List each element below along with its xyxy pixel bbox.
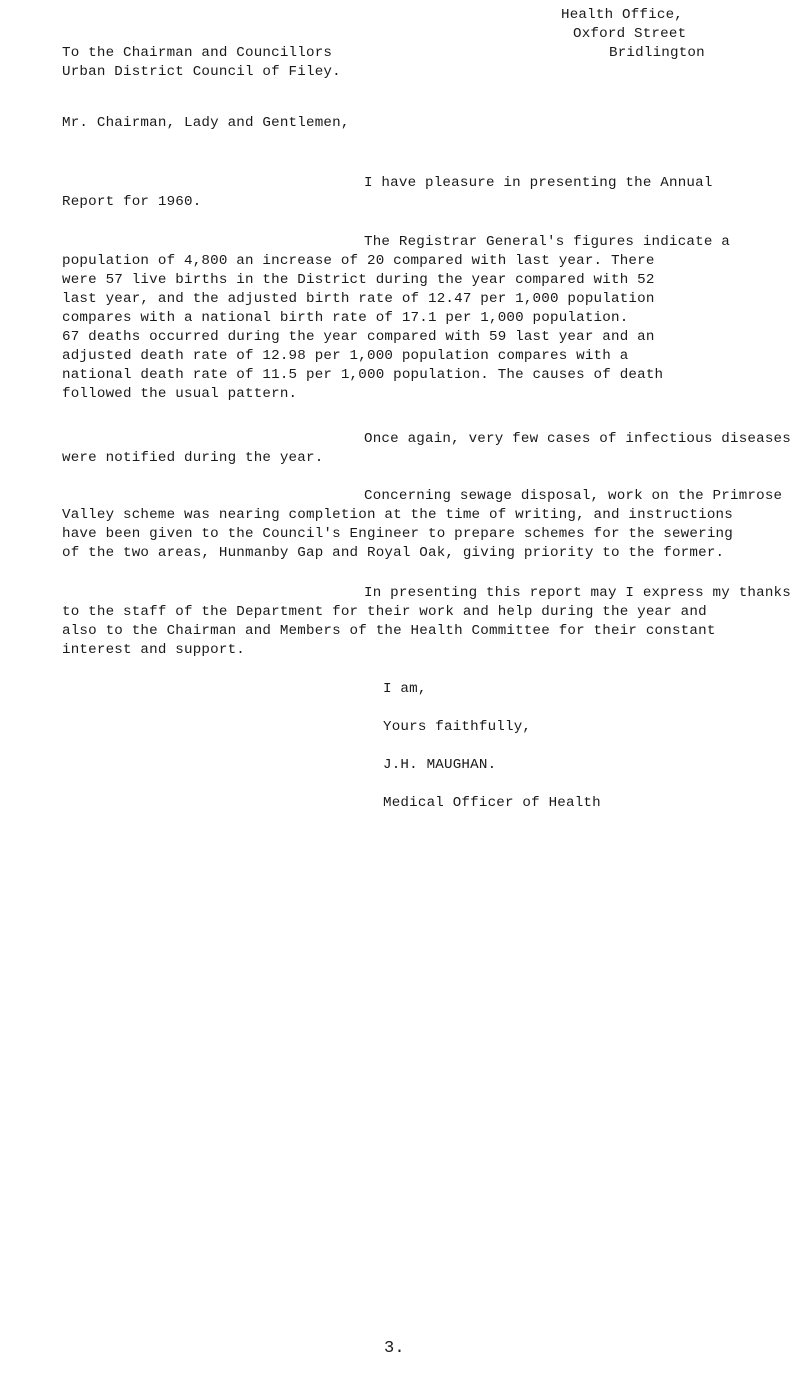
paragraph-intro	[62, 174, 713, 212]
paragraph-line: Valley scheme was nearing completion at the time of writing, and instructions	[62, 507, 733, 523]
closing-yours-faithfully: Yours faithfully,	[383, 719, 532, 735]
recipient-line: To the Chairman and Councillors	[62, 45, 333, 61]
paragraph-line: Once again, very few cases of infectious diseases	[364, 431, 791, 447]
recipient-line: Urban District Council of Filey.	[62, 64, 341, 80]
salutation: Mr. Chairman, Lady and Gentlemen,	[62, 115, 350, 131]
paragraph-line: Concerning sewage disposal, work on the Primrose	[364, 488, 783, 504]
paragraph-sewage	[62, 487, 782, 563]
sender-address	[561, 6, 705, 63]
paragraph-line: were notified during the year.	[62, 450, 324, 466]
paragraph-line: In presenting this report may I express my thanks	[364, 585, 791, 601]
recipient-block	[62, 44, 341, 82]
signature-name: J.H. MAUGHAN.	[383, 757, 497, 773]
paragraph-line: adjusted death rate of 12.98 per 1,000 population compares with a	[62, 348, 629, 364]
paragraph-line: to the staff of the Department for their work and help during the year and	[62, 604, 707, 620]
signature-title: Medical Officer of Health	[383, 795, 601, 811]
paragraph-line: have been given to the Council's Engineer to prepare schemes for the sewering	[62, 526, 733, 542]
paragraph-line: The Registrar General's figures indicate a	[364, 234, 730, 250]
paragraph-line: followed the usual pattern.	[62, 386, 298, 402]
paragraph-thanks	[62, 584, 791, 660]
address-line-town: Bridlington	[609, 45, 705, 61]
paragraph-line: Report for 1960.	[62, 194, 202, 210]
paragraph-line: population of 4,800 an increase of 20 compared with last year. There	[62, 253, 655, 269]
paragraph-line: last year, and the adjusted birth rate of 12.47 per 1,000 population	[62, 291, 655, 307]
page-number: 3.	[384, 1339, 405, 1358]
address-line-office: Health Office,	[561, 7, 683, 23]
closing-i-am: I am,	[383, 681, 427, 697]
paragraph-line: of the two areas, Hunmanby Gap and Royal Oak, giving priority to the former.	[62, 545, 725, 561]
address-line-street: Oxford Street	[573, 26, 687, 42]
paragraph-line: interest and support.	[62, 642, 245, 658]
paragraph-line: compares with a national birth rate of 17.1 per 1,000 population.	[62, 310, 629, 326]
paragraph-infectious	[62, 430, 791, 468]
paragraph-statistics	[62, 233, 730, 404]
paragraph-line: 67 deaths occurred during the year compared with 59 last year and an	[62, 329, 655, 345]
paragraph-line: I have pleasure in presenting the Annual	[364, 175, 713, 191]
paragraph-line: also to the Chairman and Members of the Health Committee for their constant	[62, 623, 716, 639]
paragraph-line: were 57 live births in the District during the year compared with 52	[62, 272, 655, 288]
paragraph-line: national death rate of 11.5 per 1,000 population. The causes of death	[62, 367, 664, 383]
